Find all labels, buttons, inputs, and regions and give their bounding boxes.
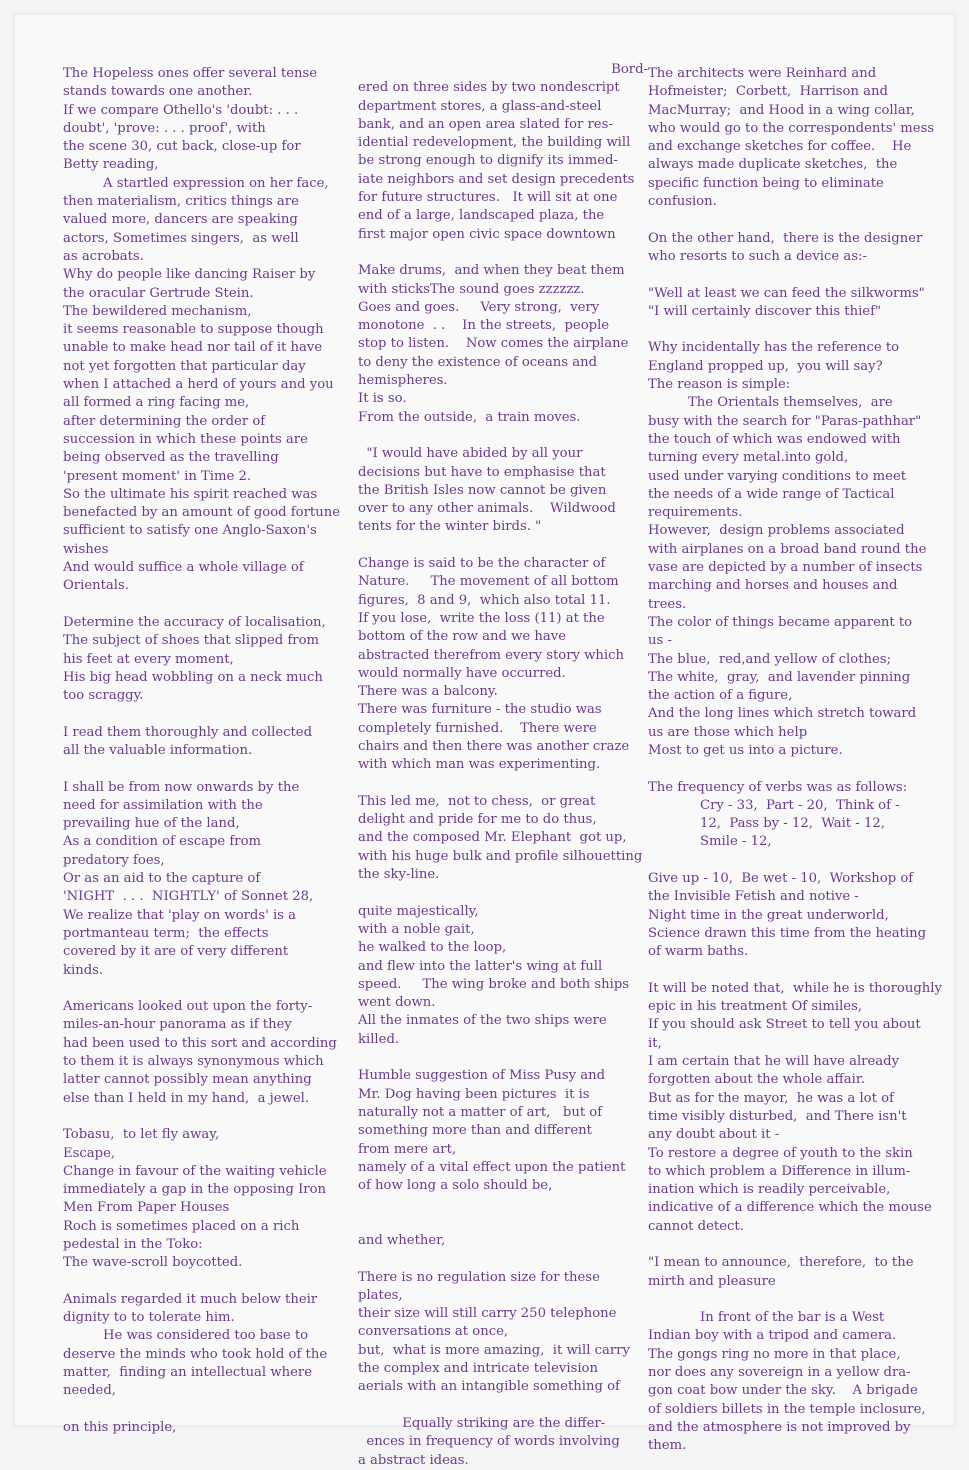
text-line: with his huge bulk and profile silhouetting xyxy=(358,848,643,864)
text-line: The reason is simple: xyxy=(648,377,791,393)
text-line: the sky-line. xyxy=(358,867,440,883)
text-line: the oracular Gertrude Stein. xyxy=(63,285,254,301)
text-line: In front of the bar is a West xyxy=(700,1310,885,1326)
text-line: Or as an aid to the capture of xyxy=(63,871,261,887)
text-line: predatory foes, xyxy=(63,852,165,868)
text-line: The white, gray, and lavender pinning xyxy=(648,669,911,685)
text-line: his feet at every moment, xyxy=(63,651,234,667)
text-line xyxy=(358,537,648,555)
text-line: succession in which these points are xyxy=(63,431,308,447)
text-line: Science drawn this time from the heating xyxy=(648,925,927,941)
text-line: There is no regulation size for these xyxy=(358,1269,600,1285)
text-line: Make drums, and when they beat them xyxy=(358,263,625,279)
text-line: The blue, red,and yellow of clothes; xyxy=(648,651,892,667)
text-line: unable to make head nor tail of it have xyxy=(63,340,323,356)
text-line xyxy=(648,1291,958,1309)
text-line: Most to get us into a picture. xyxy=(648,742,843,758)
text-line: And would suffice a whole village of xyxy=(63,560,304,576)
text-line: England propped up, you will say? xyxy=(648,358,883,374)
text-line: doubt', 'prove: . . . proof', with xyxy=(63,120,266,136)
text-line: A startled expression on her face, xyxy=(103,175,329,191)
text-line: Nature. The movement of all bottom xyxy=(358,574,619,590)
text-line: To restore a degree of youth to the skin xyxy=(648,1145,913,1161)
text-line: wishes xyxy=(63,541,109,557)
text-line: had been used to this sort and according xyxy=(63,1035,337,1051)
text-line: The Hopeless ones offer several tense xyxy=(63,66,318,81)
text-line: delight and pride for me to do thus, xyxy=(358,812,597,828)
text-line: end of a large, landscaped plaza, the xyxy=(358,208,605,224)
text-line: immediately a gap in the opposing Iron xyxy=(63,1182,327,1198)
text-line: Give up - 10, Be wet - 10, Workshop of xyxy=(648,871,914,887)
text-line: Cry - 33, Part - 20, Think of - xyxy=(700,797,900,813)
text-line: deserve the minds who took hold of the xyxy=(63,1346,328,1362)
text-line: epic in his treatment Of similes, xyxy=(648,999,863,1015)
text-line xyxy=(648,852,958,870)
text-line: "I mean to announce, therefore, to the xyxy=(648,1255,914,1271)
text-line: time visibly disturbed, and There isn't xyxy=(648,1108,907,1124)
text-line: Hofmeister; Corbett, Harrison and xyxy=(648,84,888,100)
text-line: then materialism, critics things are xyxy=(63,194,299,210)
text-line: The color of things became apparent to xyxy=(648,614,913,630)
text-line xyxy=(63,596,353,614)
text-line: The wave-scroll boycotted. xyxy=(63,1255,243,1271)
text-line: ination which is readily perceivable, xyxy=(648,1182,891,1198)
text-line xyxy=(358,1214,648,1232)
text-line: The frequency of verbs was as follows: xyxy=(648,779,908,795)
text-line: iate neighbors and set design precedents xyxy=(358,171,635,187)
text-line: the needs of a wide range of Tactical xyxy=(648,486,895,502)
text-line: The architects were Reinhard and xyxy=(648,66,877,81)
text-line: Orientals. xyxy=(63,578,129,594)
text-line xyxy=(358,427,648,445)
text-line: If we compare Othello's 'doubt: . . . xyxy=(63,102,299,118)
text-line: to them it is always synonymous which xyxy=(63,1054,324,1070)
text-line: However, design problems associated xyxy=(648,523,905,539)
text-column-left xyxy=(63,65,353,1437)
text-line: Escape, xyxy=(63,1145,116,1161)
text-line: abstracted therefrom every story which xyxy=(358,647,625,663)
text-line: Bord- xyxy=(611,62,648,77)
text-line: He was considered too base to xyxy=(103,1328,309,1344)
text-line: it, xyxy=(648,1035,662,1051)
text-line: for future structures. It will sit at one xyxy=(358,190,618,206)
text-line: 'present moment' in Time 2. xyxy=(63,468,252,484)
text-line: be strong enough to dignify its immed- xyxy=(358,153,618,169)
text-line: prevailing hue of the land, xyxy=(63,816,240,832)
text-line xyxy=(63,1401,353,1419)
text-line: "I would have abided by all your xyxy=(358,446,583,462)
text-line: valued more, dancers are speaking xyxy=(63,212,298,228)
text-line: All the inmates of the two ships were xyxy=(358,1013,607,1029)
document-page xyxy=(14,14,955,1468)
text-line: the complex and intricate television xyxy=(358,1361,598,1377)
text-line: figures, 8 and 9, which also total 11. xyxy=(358,592,611,608)
text-line: but, what is more amazing, it will carry xyxy=(358,1342,630,1358)
text-line xyxy=(648,760,958,778)
text-line xyxy=(63,1108,353,1126)
text-line: 12, Pass by - 12, Wait - 12, xyxy=(700,816,885,832)
text-line: department stores, a glass-and-steel xyxy=(358,98,602,114)
text-line: "I will certainly discover this thief" xyxy=(648,303,882,319)
text-line: us - xyxy=(648,633,672,649)
text-line xyxy=(358,1397,648,1415)
text-line: cannot detect. xyxy=(648,1218,744,1234)
text-line: confusion. xyxy=(648,194,717,210)
text-line: it seems reasonable to suppose though xyxy=(63,322,324,338)
text-line: and the atmosphere is not improved by xyxy=(648,1419,911,1435)
text-line: with which man was experimenting. xyxy=(358,757,601,773)
text-line: from mere art, xyxy=(358,1141,457,1157)
text-line: From the outside, a train moves. xyxy=(358,409,581,425)
text-line: the scene 30, cut back, close-up for xyxy=(63,139,301,155)
text-line xyxy=(63,980,353,998)
text-line: of soldiers billets in the temple inclosure, xyxy=(648,1401,926,1417)
text-line: And the long lines which stretch toward xyxy=(648,706,917,722)
text-line: Indian boy with a tripod and camera. xyxy=(648,1328,897,1344)
text-line: who resorts to such a device as:- xyxy=(648,248,867,264)
text-line: would normally have occurred. xyxy=(358,665,566,681)
text-line: Smile - 12, xyxy=(700,834,772,850)
text-line: ered on three sides by two nondescript xyxy=(358,80,620,96)
text-line: The subject of shoes that slipped from xyxy=(63,633,320,649)
text-line: all the valuable information. xyxy=(63,742,253,758)
text-line: with sticksThe sound goes zzzzzz. xyxy=(358,281,585,297)
text-line: and whether, xyxy=(358,1233,446,1248)
text-line xyxy=(648,962,958,980)
text-line xyxy=(648,266,958,284)
text-line: stands towards one another. xyxy=(63,84,253,100)
text-line: busy with the search for "Paras-pathhar" xyxy=(648,413,922,429)
text-line: completely furnished. There were xyxy=(358,720,597,736)
text-line: tents for the winter birds. " xyxy=(358,519,542,535)
text-line: the action of a figure, xyxy=(648,688,793,704)
text-line: actors, Sometimes singers, as well xyxy=(63,230,299,246)
text-line: Men From Paper Houses xyxy=(63,1200,230,1216)
text-line: But as for the mayor, he was a lot of xyxy=(648,1090,894,1106)
text-line: and the composed Mr. Elephant got up, xyxy=(358,830,627,846)
text-line: Roch is sometimes placed on a rich xyxy=(63,1218,300,1234)
text-line: their size will still carry 250 telephone xyxy=(358,1306,617,1322)
text-line: turning every metal.into gold, xyxy=(648,450,849,466)
text-line: with a noble gait, xyxy=(358,921,475,937)
text-line: Americans looked out upon the forty- xyxy=(63,999,313,1015)
text-line: something more than and different xyxy=(358,1123,592,1139)
text-line: when I attached a herd of yours and you xyxy=(63,377,334,393)
text-line xyxy=(358,1049,648,1067)
text-line: matter, finding an intellectual where xyxy=(63,1365,313,1381)
text-line: Betty reading, xyxy=(63,157,159,173)
text-line: covered by it are of very different xyxy=(63,944,289,960)
text-line: Tobasu, to let fly away, xyxy=(63,1127,220,1143)
text-line: ences in frequency of words involving xyxy=(358,1434,620,1450)
text-line: as acrobats. xyxy=(63,248,144,264)
text-line: If you lose, write the loss (11) at the xyxy=(358,610,605,626)
text-line: killed. xyxy=(358,1031,400,1047)
text-line: aerials with an intangible something of xyxy=(358,1379,620,1395)
text-line: stop to listen. Now comes the airplane xyxy=(358,336,629,352)
text-line: I read them thoroughly and collected xyxy=(63,724,313,740)
text-line: I am certain that he will have already xyxy=(648,1054,900,1070)
text-column-right xyxy=(648,65,958,1456)
text-line: bank, and an open area slated for res- xyxy=(358,116,613,132)
text-line: hemispheres. xyxy=(358,373,448,389)
text-line: naturally not a matter of art, but of xyxy=(358,1104,603,1120)
text-line xyxy=(648,321,958,339)
text-line: Equally striking are the differ- xyxy=(398,1415,606,1431)
text-line: "Well at least we can feed the silkworms" xyxy=(648,285,925,301)
text-line: too scraggy. xyxy=(63,688,144,704)
text-line: used under varying conditions to meet xyxy=(648,468,907,484)
text-line: Night time in the great underworld, xyxy=(648,907,889,923)
text-line: trees. xyxy=(648,596,687,612)
text-line: else than I held in my hand, a jewel. xyxy=(63,1090,310,1106)
text-line: kinds. xyxy=(63,962,104,978)
text-line: chairs and then there was another craze xyxy=(358,738,630,754)
text-line: Why do people like dancing Raiser by xyxy=(63,267,316,283)
text-line: needed, xyxy=(63,1383,116,1399)
text-line: of warm baths. xyxy=(648,944,749,960)
text-line: plates, xyxy=(358,1287,403,1303)
text-line: a abstract ideas. xyxy=(358,1452,469,1468)
text-line: us are those which help xyxy=(648,724,808,740)
text-line: sufficient to satisfy one Anglo-Saxon's xyxy=(63,523,317,539)
text-line: If you should ask Street to tell you about xyxy=(648,1017,921,1033)
text-line: portmanteau term; the effects xyxy=(63,925,269,941)
text-line: The bewildered mechanism, xyxy=(63,303,252,319)
text-line: gon coat bow under the sky. A brigade xyxy=(648,1383,918,1399)
text-line: nor does any sovereign in a yellow dra- xyxy=(648,1365,911,1381)
text-line: pedestal in the Toko: xyxy=(63,1237,203,1252)
text-line: Change in favour of the waiting vehicle xyxy=(63,1163,327,1179)
text-line: being observed as the travelling xyxy=(63,450,279,466)
text-line xyxy=(358,775,648,793)
text-line: namely of a vital effect upon the patient xyxy=(358,1159,626,1175)
text-line: them. xyxy=(648,1438,687,1454)
text-line: of how long a solo should be, xyxy=(358,1178,553,1194)
text-line: any doubt about it - xyxy=(648,1127,780,1143)
text-line: Determine the accuracy of localisation, xyxy=(63,614,326,630)
text-line: with airplanes on a broad band round the xyxy=(648,541,927,557)
text-line: speed. The wing broke and both ships xyxy=(358,976,630,992)
text-line: Change is said to be the character of xyxy=(358,556,606,572)
text-line: Animals regarded it much below their xyxy=(63,1291,318,1307)
text-line: on this principle, xyxy=(63,1419,177,1435)
text-line: quite majestically, xyxy=(358,903,479,919)
text-line: the British Isles now cannot be given xyxy=(358,482,607,498)
text-line: On the other hand, there is the designer xyxy=(648,230,923,246)
text-line: not yet forgotten that particular day xyxy=(63,358,306,374)
text-line: monotone . . In the streets, people xyxy=(358,318,610,334)
text-line: Humble suggestion of Miss Pusy and xyxy=(358,1068,606,1084)
text-line: decisions but have to emphasise that xyxy=(358,464,606,480)
text-line: first major open civic space downtown xyxy=(358,226,616,242)
text-line: idential redevelopment, the building will xyxy=(358,135,631,151)
text-line: always made duplicate sketches, the xyxy=(648,157,898,173)
text-line: specific function being to eliminate xyxy=(648,175,884,191)
text-line: latter cannot possibly mean anything xyxy=(63,1072,312,1088)
text-line xyxy=(63,1273,353,1291)
text-line: the touch of which was endowed with xyxy=(648,431,901,447)
text-line: There was furniture - the studio was xyxy=(358,702,602,718)
text-line: bottom of the row and we have xyxy=(358,629,567,645)
text-line: Why incidentally has the reference to xyxy=(648,340,900,356)
text-line: His big head wobbling on a neck much xyxy=(63,669,323,685)
text-line: went down. xyxy=(358,995,436,1011)
text-line: We realize that 'play on words' is a xyxy=(63,907,296,923)
text-column-middle xyxy=(358,61,648,1470)
text-line: forgotten about the whole affair. xyxy=(648,1072,865,1088)
text-line: indicative of a difference which the mouse xyxy=(648,1200,932,1216)
text-line: benefacted by an amount of good fortune xyxy=(63,505,341,521)
text-line xyxy=(648,1236,958,1254)
text-line: Mr. Dog having been pictures it is xyxy=(358,1086,590,1102)
text-line: conversations at once, xyxy=(358,1324,509,1340)
text-line: Goes and goes. Very strong, very xyxy=(358,299,600,315)
text-line xyxy=(358,1195,648,1213)
text-line: dignity to to tolerate him. xyxy=(63,1310,235,1326)
text-line xyxy=(358,244,648,262)
text-line xyxy=(358,884,648,902)
text-line: and flew into the latter's wing at full xyxy=(358,958,603,974)
text-line: after determining the order of xyxy=(63,413,266,429)
text-line: The gongs ring no more in that place, xyxy=(648,1346,901,1362)
text-line: As a condition of escape from xyxy=(63,834,262,850)
text-line: to which problem a Difference in illum- xyxy=(648,1163,911,1179)
text-line xyxy=(358,1250,648,1268)
text-line xyxy=(648,211,958,229)
text-line: who would go to the correspondents' mess xyxy=(648,120,935,136)
text-line: This led me, not to chess, or great xyxy=(358,793,596,809)
text-line: 'NIGHT . . . NIGHTLY' of Sonnet 28, xyxy=(63,889,314,905)
text-line: vase are depicted by a number of insects xyxy=(648,560,923,576)
text-line: need for assimilation with the xyxy=(63,797,263,813)
text-line: It is so. xyxy=(358,391,407,407)
text-line: marching and horses and houses and xyxy=(648,578,898,594)
text-line: and exchange sketches for coffee. He xyxy=(648,139,912,155)
text-line: requirements. xyxy=(648,505,743,521)
text-line: to deny the existence of oceans and xyxy=(358,354,598,370)
text-line: So the ultimate his spirit reached was xyxy=(63,486,318,502)
text-line: all formed a ring facing me, xyxy=(63,395,250,411)
text-line: miles-an-hour panorama as if they xyxy=(63,1017,292,1033)
text-line: he walked to the loop, xyxy=(358,940,507,956)
text-line: over to any other animals. Wildwood xyxy=(358,501,616,517)
text-line: The Orientals themselves, are xyxy=(688,395,893,411)
text-line: MacMurray; and Hood in a wing collar, xyxy=(648,102,915,118)
text-line: It will be noted that, while he is thoroughly xyxy=(648,980,942,996)
text-line xyxy=(63,705,353,723)
text-line: There was a balcony. xyxy=(358,684,498,700)
text-line xyxy=(63,760,353,778)
text-line: mirth and pleasure xyxy=(648,1273,776,1289)
text-line: the Invisible Fetish and notive - xyxy=(648,889,859,905)
text-line: I shall be from now onwards by the xyxy=(63,779,300,795)
